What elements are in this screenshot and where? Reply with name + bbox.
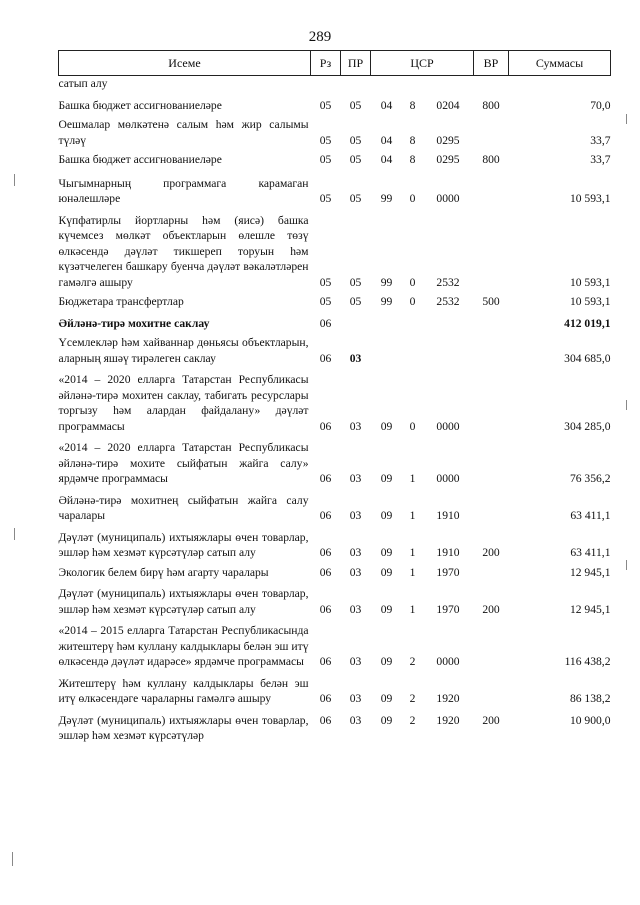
row-csr-code xyxy=(423,310,474,332)
row-vr xyxy=(474,168,509,207)
scan-mark xyxy=(626,400,627,410)
row-csr-subprogram xyxy=(403,310,423,332)
row-csr-subprogram: 2 xyxy=(409,655,416,668)
row-vr xyxy=(474,207,509,291)
row-csr-subprogram: 0 xyxy=(409,275,416,289)
row-rz: 05 xyxy=(319,98,332,112)
row-csr-code: 2532 xyxy=(436,295,460,308)
header-csr: ЦСР xyxy=(371,51,474,76)
row-pr: 03 xyxy=(349,565,362,579)
row-pr: 03 xyxy=(349,655,362,668)
row-name: Бюджетара трансфертлар xyxy=(58,295,184,308)
table-row xyxy=(59,524,611,561)
page-number: 289 xyxy=(308,29,332,45)
row-vr xyxy=(474,76,509,92)
row-name: Үсемлекләр һәм хайваннар дөньясы объектларын, аларның яшәү тирәлеген саклау xyxy=(58,336,309,365)
row-csr-program: 99 xyxy=(380,192,393,205)
row-vr xyxy=(474,113,509,148)
row-vr: 800 xyxy=(482,153,500,166)
row-csr-program: 09 xyxy=(380,565,393,579)
row-name: Чыгымнарның программага карамаган юнәлешләре xyxy=(58,176,309,205)
table-row xyxy=(59,580,611,617)
row-pr: 03 xyxy=(349,509,362,522)
row-pr xyxy=(341,310,371,332)
row-sum: 304 285,0 xyxy=(564,419,611,433)
table-row xyxy=(59,561,611,581)
row-csr-code: 0295 xyxy=(436,153,460,166)
row-sum: 10 593,1 xyxy=(569,295,611,308)
header-vr: ВР xyxy=(474,51,509,76)
row-csr-code: 1970 xyxy=(436,565,460,579)
row-vr xyxy=(474,434,509,487)
row-pr: 03 xyxy=(349,351,362,365)
row-csr-subprogram: 0 xyxy=(409,295,416,308)
row-rz: 05 xyxy=(319,133,332,147)
row-pr: 05 xyxy=(349,98,362,112)
budget-table xyxy=(58,50,611,744)
row-vr xyxy=(474,366,509,434)
row-rz: 06 xyxy=(319,602,332,616)
row-pr: 05 xyxy=(349,295,362,308)
table-row xyxy=(59,617,611,670)
row-rz: 06 xyxy=(319,565,332,579)
header-rz: Рз xyxy=(311,51,341,76)
row-vr xyxy=(474,487,509,524)
row-pr: 03 xyxy=(349,546,362,559)
table-row xyxy=(59,92,611,114)
row-sum: 412 019,1 xyxy=(564,316,611,330)
row-csr-subprogram: 2 xyxy=(409,713,416,727)
row-vr xyxy=(474,310,509,332)
table-row xyxy=(59,113,611,148)
table-row xyxy=(59,670,611,707)
row-csr-subprogram: 1 xyxy=(409,509,416,522)
row-sum: 10 593,1 xyxy=(569,192,611,205)
row-sum: 116 438,2 xyxy=(564,655,611,668)
row-csr-program: 04 xyxy=(380,98,393,112)
table-row xyxy=(59,207,611,291)
row-rz: 06 xyxy=(319,713,332,727)
row-csr-program xyxy=(371,76,403,92)
scan-mark xyxy=(626,560,627,570)
row-sum: 33,7 xyxy=(590,133,611,147)
table-row xyxy=(59,76,611,92)
row-pr: 05 xyxy=(349,275,362,289)
row-sum: 33,7 xyxy=(590,153,611,166)
row-vr: 200 xyxy=(482,602,500,616)
row-name: Дәүләт (муниципаль) ихтыяжлары өчен товарлар, эшләр һәм хезмәт күрсәтүләр сатып алу xyxy=(58,530,309,559)
table-header xyxy=(59,51,611,76)
row-rz: 05 xyxy=(319,275,332,289)
row-csr-program: 09 xyxy=(380,655,393,668)
scan-mark xyxy=(626,114,627,124)
row-name: Житештерү һәм куллану калдыклары белән эш итү өлкәсендәге чараларны гамәлгә ашыру xyxy=(58,676,309,705)
row-sum: 76 356,2 xyxy=(569,472,611,485)
row-csr-subprogram: 8 xyxy=(409,133,416,147)
row-csr-subprogram: 2 xyxy=(409,692,416,705)
row-pr: 03 xyxy=(349,692,362,705)
row-rz: 06 xyxy=(319,472,332,485)
table-row xyxy=(59,168,611,207)
row-csr-code xyxy=(423,331,474,366)
row-csr-program: 99 xyxy=(380,275,393,289)
row-sum: 304 685,0 xyxy=(564,351,611,365)
row-csr-program: 04 xyxy=(380,153,393,166)
table-row xyxy=(59,310,611,332)
table-row xyxy=(59,148,611,168)
row-vr xyxy=(474,670,509,707)
row-rz: 06 xyxy=(319,351,332,365)
row-csr-code: 0295 xyxy=(436,133,460,147)
row-vr xyxy=(474,617,509,670)
row-vr: 200 xyxy=(482,713,500,727)
row-vr: 800 xyxy=(482,98,500,112)
row-csr-code: 0204 xyxy=(436,98,460,112)
row-sum: 70,0 xyxy=(590,98,611,112)
row-csr-code: 0000 xyxy=(436,192,460,205)
row-name: Башка бюджет ассигнованиеләре xyxy=(58,153,222,166)
row-pr: 03 xyxy=(349,602,362,616)
row-sum: 10 593,1 xyxy=(569,275,611,289)
row-name: Дәүләт (муниципаль) ихтыяжлары өчен товарлар, эшләр һәм хезмәт күрсәтүләр xyxy=(58,713,309,742)
row-sum: 63 411,1 xyxy=(570,509,611,522)
row-name: Дәүләт (муниципаль) ихтыяжлары өчен товарлар, эшләр һәм хезмәт күрсәтүләр сатып алу xyxy=(58,587,309,616)
row-csr-subprogram: 0 xyxy=(409,419,416,433)
scan-mark xyxy=(14,528,15,540)
row-csr-code: 1920 xyxy=(436,692,460,705)
row-csr-subprogram: 1 xyxy=(409,472,416,485)
table-row xyxy=(59,290,611,310)
row-csr-program: 04 xyxy=(380,133,393,147)
header-sum: Суммасы xyxy=(509,51,611,76)
row-csr-program: 09 xyxy=(380,692,393,705)
row-name: Күпфатирлы йортларны һәм (яисә) башка күчемсез мөлкәт объектларын өлешле төзү өлкәсендә дәүләт тикшереп торуын һәм күзәтчелеген башкару буенча дәүләт вәкаләтләрен гамәлгә ашыру xyxy=(58,213,309,289)
row-rz: 06 xyxy=(319,419,332,433)
row-sum: 86 138,2 xyxy=(569,692,611,705)
row-vr xyxy=(474,331,509,366)
row-csr-program: 09 xyxy=(380,546,393,559)
row-csr-code: 1910 xyxy=(436,546,460,559)
row-pr: 03 xyxy=(349,472,362,485)
row-csr-program: 09 xyxy=(380,419,393,433)
row-csr-code: 1920 xyxy=(436,713,460,727)
row-csr-code: 0000 xyxy=(436,655,460,668)
row-csr-subprogram: 8 xyxy=(409,98,416,112)
scan-mark xyxy=(14,174,15,186)
row-rz: 06 xyxy=(319,316,332,330)
row-pr: 05 xyxy=(349,133,362,147)
row-pr xyxy=(341,76,371,92)
row-name: Әйләнә-тирә мохитнең сыйфатын жайга салу чаралары xyxy=(58,493,309,522)
row-pr: 05 xyxy=(349,192,362,205)
row-rz: 06 xyxy=(319,692,332,705)
row-vr: 500 xyxy=(482,295,500,308)
row-pr: 03 xyxy=(349,713,362,727)
row-rz: 06 xyxy=(319,546,332,559)
row-rz xyxy=(311,76,341,92)
row-sum: 12 945,1 xyxy=(569,565,611,579)
row-csr-program: 99 xyxy=(380,295,393,308)
row-csr-subprogram: 1 xyxy=(409,546,416,559)
row-vr xyxy=(474,561,509,581)
row-name: Экологик белем бирү һәм агарту чаралары xyxy=(58,565,269,579)
table-body xyxy=(59,76,611,744)
row-csr-subprogram: 0 xyxy=(409,192,416,205)
row-csr-subprogram: 1 xyxy=(409,565,416,579)
row-csr-program: 09 xyxy=(380,509,393,522)
row-name: Әйләнә-тирә мохитне саклау xyxy=(58,316,210,330)
row-csr-code: 1910 xyxy=(436,509,460,522)
row-csr-program xyxy=(371,310,403,332)
table-row xyxy=(59,331,611,366)
row-rz: 06 xyxy=(319,509,332,522)
row-csr-code: 0000 xyxy=(436,472,460,485)
row-sum xyxy=(509,76,611,92)
row-name: Башка бюджет ассигнованиеләре xyxy=(58,98,222,112)
row-sum: 10 900,0 xyxy=(569,713,611,727)
row-name: «2014 – 2020 елларга Татарстан Республикасы әйләнә-тирә мохите сыйфатын жайга салу» ярдәмче программасы xyxy=(58,441,309,485)
header-name: Исеме xyxy=(59,51,311,76)
row-csr-code: 2532 xyxy=(436,275,460,289)
row-csr-code xyxy=(423,76,474,92)
row-csr-program: 09 xyxy=(380,472,393,485)
row-sum: 63 411,1 xyxy=(570,546,611,559)
row-rz: 05 xyxy=(319,295,332,308)
row-csr-subprogram: 1 xyxy=(409,602,416,616)
row-rz: 05 xyxy=(319,192,332,205)
row-name: сатып алу xyxy=(58,77,108,90)
row-pr: 03 xyxy=(349,419,362,433)
row-name: «2014 – 2020 елларга Татарстан Республикасы әйләнә-тирә мохитен саклау, табигать ресурслары торгызу һәм алардан файдалану» дәүләт программасы xyxy=(58,373,309,433)
scan-mark xyxy=(12,852,13,866)
table-row xyxy=(59,434,611,487)
row-vr: 200 xyxy=(482,546,500,559)
row-rz: 05 xyxy=(319,153,332,166)
row-csr-subprogram xyxy=(403,331,423,366)
row-pr: 05 xyxy=(349,153,362,166)
table-row xyxy=(59,707,611,744)
row-csr-program: 09 xyxy=(380,713,393,727)
row-name: Оешмалар мөлкәтенә салым һәм жир салымы түләү xyxy=(58,118,309,147)
row-csr-subprogram: 8 xyxy=(409,153,416,166)
header-pr: ПР xyxy=(341,51,371,76)
row-csr-code: 1970 xyxy=(436,602,460,616)
row-sum: 12 945,1 xyxy=(569,602,611,616)
table-row xyxy=(59,366,611,434)
row-csr-program xyxy=(371,331,403,366)
row-csr-code: 0000 xyxy=(436,419,460,433)
row-rz: 06 xyxy=(319,655,332,668)
row-csr-subprogram xyxy=(403,76,423,92)
row-csr-program: 09 xyxy=(380,602,393,616)
row-name: «2014 – 2015 елларга Татарстан Республикасында житештерү һәм куллану калдыклары белән эш итү өлкәсендә дәүләт идарәсе» ярдәмче программасы xyxy=(58,624,309,668)
table-row xyxy=(59,487,611,524)
